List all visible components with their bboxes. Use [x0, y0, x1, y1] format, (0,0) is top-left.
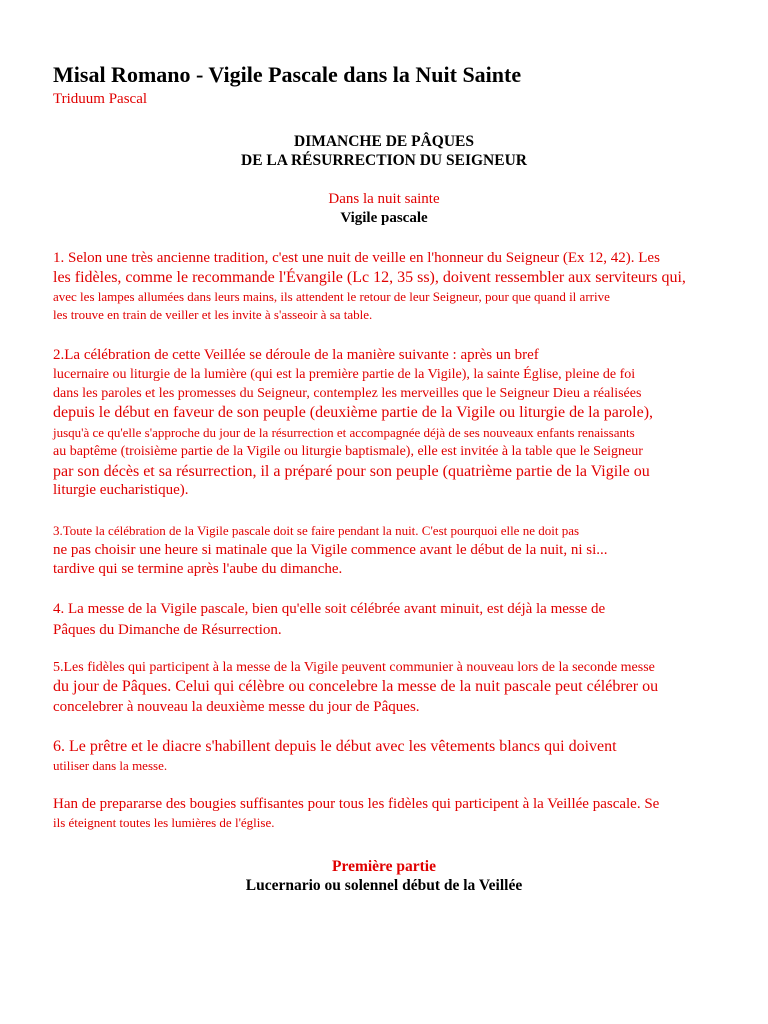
paragraph-line: 3.Toute la célébration de la Vigile pascale doit se faire pendant la nuit. C'est pourquoi elle ne doit pas [53, 523, 580, 538]
paragraph-line: par son décès et sa résurrection, il a préparé pour son peuple (quatrième partie de la Vigile ou [53, 463, 650, 480]
paragraph-line: utiliser dans la messe. [53, 758, 168, 773]
paragraph-4 [53, 599, 733, 641]
paragraph-line: les trouve en train de veiller et les invite à s'asseoir à sa table. [53, 307, 373, 322]
rubric-line-2: Vigile pascale [340, 210, 428, 226]
paragraph-line: 4. La messe de la Vigile pascale, bien qu'elle soit célébrée avant minuit, est déjà la messe de [53, 601, 606, 617]
paragraph-line: ne pas choisir une heure si matinale que la Vigile commence avant le début de la nuit, ni si... [53, 542, 608, 558]
feast-heading-line-2: DE LA RÉSURRECTION DU SEIGNEUR [241, 152, 527, 169]
paragraph-line: Han de prepararse des bougies suffisantes pour tous les fidèles qui participent à la Veillée pascale. Se [53, 796, 660, 812]
paragraph-6 [53, 737, 733, 774]
paragraph-line: 5.Les fidèles qui participent à la messe de la Vigile peuvent communier à nouveau lors de la seconde messe [53, 660, 655, 675]
feast-heading-line-1: DIMANCHE DE PÂQUES [294, 133, 474, 150]
section-label: Première partie [332, 858, 436, 875]
document-subtitle: Triduum Pascal [53, 91, 148, 107]
paragraph-2 [53, 346, 733, 500]
paragraph-line: ils éteignent toutes les lumières de l'église. [53, 815, 275, 830]
paragraph-3 [53, 521, 733, 579]
paragraph-line: liturgie eucharistique). [53, 482, 189, 498]
paragraph-7 [53, 794, 733, 831]
paragraph-line: dans les paroles et les promesses du Seigneur, contemplez les merveilles que le Seigneur Dieu a réalisées [53, 386, 642, 401]
rubric-line-1: Dans la nuit sainte [328, 191, 440, 207]
section-title: Lucernario ou solennel début de la Veillée [245, 877, 523, 894]
paragraph-line: Pâques du Dimanche de Résurrection. [53, 622, 282, 638]
paragraph-line: avec les lampes allumées dans leurs mains, ils attendent le retour de leur Seigneur, pour que quand il arrive [53, 289, 610, 304]
paragraph-5 [53, 658, 733, 717]
paragraph-line: jusqu'à ce qu'elle s'approche du jour de la résurrection et accompagnée déjà de ses nouveaux enfants renaissants [53, 425, 635, 440]
paragraph-line: 6. Le prêtre et le diacre s'habillent depuis le début avec les vêtements blancs qui doivent [53, 738, 617, 755]
paragraph-line: depuis le début en faveur de son peuple (deuxième partie de la Vigile ou liturgie de la parole), [53, 404, 654, 421]
paragraph-line: du jour de Pâques. Celui qui célèbre ou concelebre la messe de la nuit pascale peut célébrer ou [53, 678, 659, 695]
paragraph-line: tardive qui se termine après l'aube du dimanche. [53, 561, 343, 577]
section-heading [0, 857, 768, 895]
feast-heading [0, 132, 768, 170]
paragraph-line: 1. Selon une très ancienne tradition, c'est une nuit de veille en l'honneur du Seigneur (Ex 12, 42). Les [53, 250, 660, 266]
paragraph-line: les fidèles, comme le recommande l'Évangile (Lc 12, 35 ss), doivent ressembler aux serviteurs qui, [53, 269, 686, 286]
paragraph-line: au baptême (troisième partie de la Vigile ou liturgie baptismale), elle est invitée à la table que le Seigneur [53, 444, 643, 459]
paragraph-1 [53, 248, 733, 324]
paragraph-line: lucernaire ou liturgie de la lumière (qui est la première partie de la Vigile), la sainte Église, pleine de foi [53, 367, 636, 382]
paragraph-line: 2.La célébration de cette Veillée se déroule de la manière suivante : après un bref [53, 347, 539, 363]
document-title: Misal Romano - Vigile Pascale dans la Nuit Sainte [53, 62, 522, 87]
rubric-heading [0, 190, 768, 228]
paragraph-line: concelebrer à nouveau la deuxième messe du jour de Pâques. [53, 699, 420, 715]
